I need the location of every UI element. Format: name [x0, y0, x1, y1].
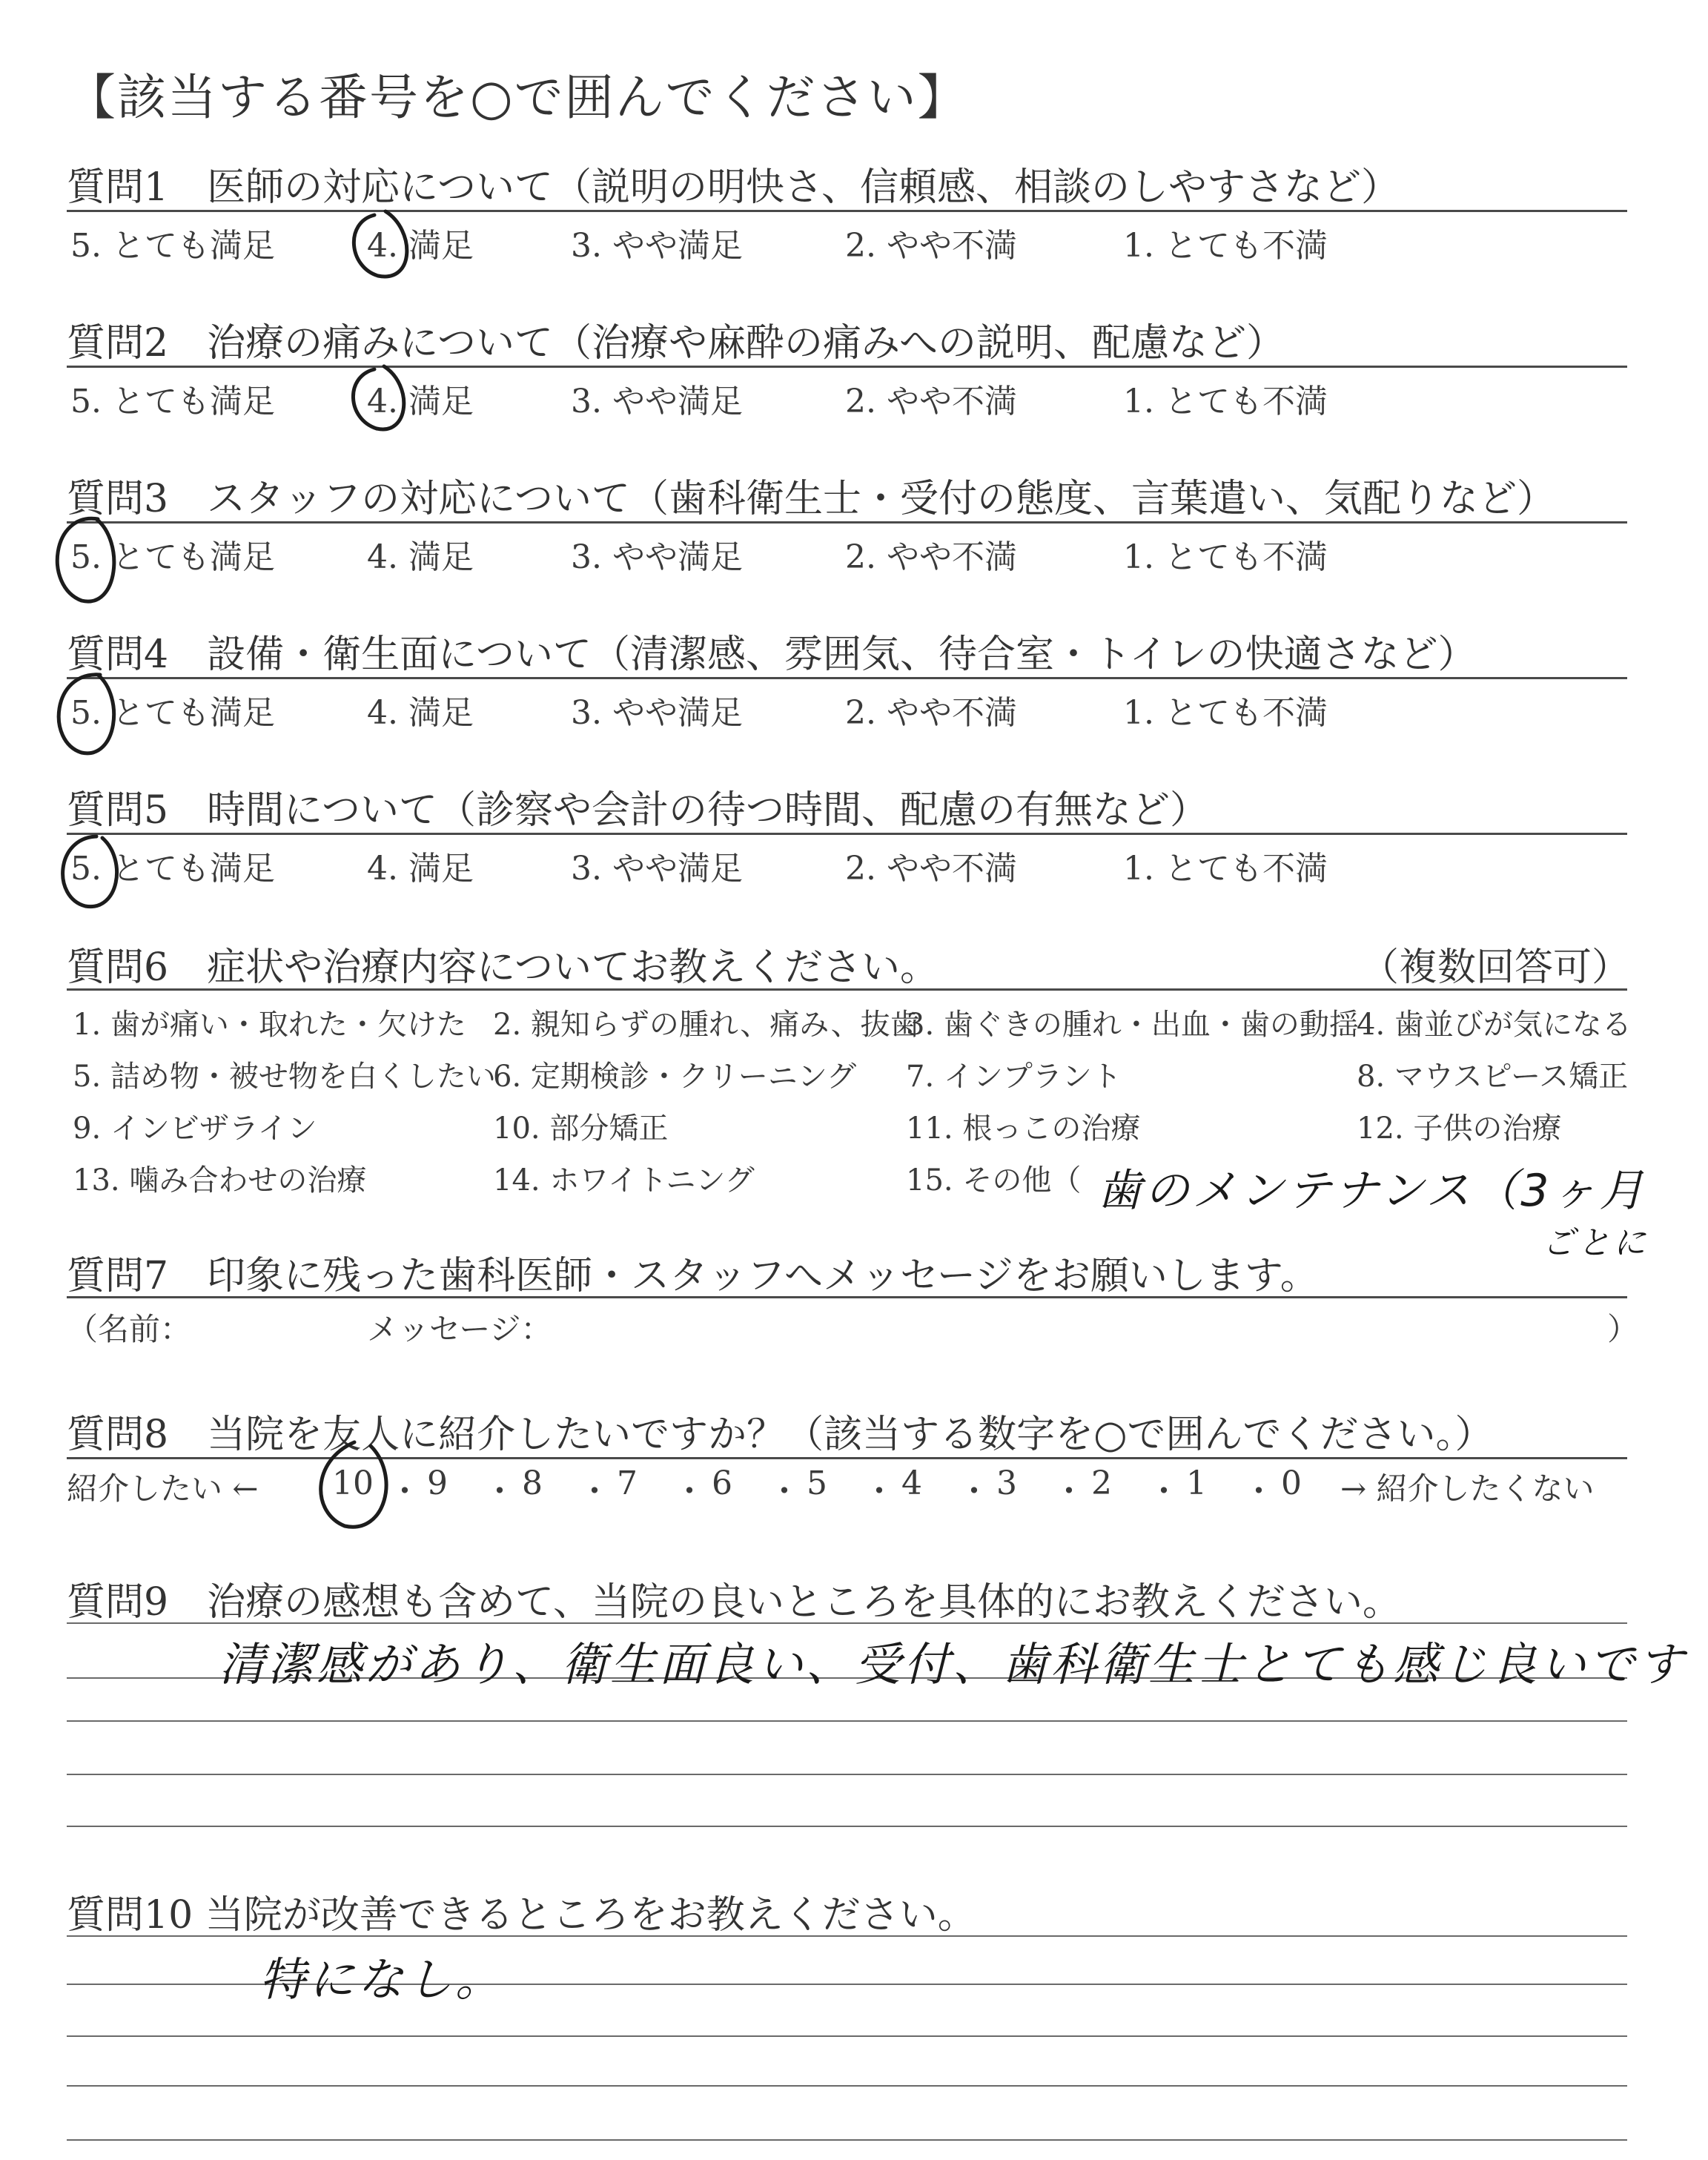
- q8-scale-separator: ・: [483, 1473, 516, 1510]
- q8-scale-separator: ・: [958, 1473, 990, 1510]
- q8-title: 質問8 当院を友人に紹介したいですか？（該当する数字を○で囲んでください。）: [67, 1413, 1494, 1457]
- q8-scale-1[interactable]: 1: [1186, 1464, 1207, 1502]
- q10-line-5: [67, 2139, 1627, 2141]
- q9-line-5: [67, 1826, 1627, 1827]
- q9-line-4: [67, 1774, 1627, 1775]
- q4-title: 質問4 設備・衛生面について（清潔感、雰囲気、待合室・トイレの快適さなど）: [67, 633, 1477, 677]
- q10-line-4: [67, 2085, 1627, 2087]
- q10-line-3: [67, 2035, 1627, 2037]
- q6-option-14[interactable]: 14. ホワイトニング: [493, 1163, 755, 1198]
- q10-title: 質問10 当院が改善できるところをお教えください。: [67, 1893, 976, 1938]
- q8-scale-separator: ・: [1148, 1473, 1180, 1510]
- q3-option-1[interactable]: 1. とても不満: [1123, 538, 1328, 576]
- q4-option-2[interactable]: 2. やや不満: [845, 694, 1017, 732]
- q7-rule: [67, 1296, 1627, 1298]
- q2-title: 質問2 治療の痛みについて（治療や麻酔の痛みへの説明、配慮など）: [67, 321, 1285, 366]
- q9-title: 質問9 治療の感想も含めて、当院の良いところを具体的にお教えください。: [67, 1580, 1402, 1625]
- q8-scale-3[interactable]: 3: [996, 1464, 1017, 1502]
- q6-option-1[interactable]: 1. 歯が痛い・取れた・欠けた: [73, 1008, 466, 1042]
- q6-option-4[interactable]: 4. 歯並びが気になる: [1357, 1008, 1632, 1042]
- q4-option-3[interactable]: 3. やや満足: [571, 694, 743, 732]
- q7-title: 質問7 印象に残った歯科医師・スタッフへメッセージをお願いします。: [67, 1254, 1319, 1298]
- q6-other-answer: 歯のメンテナンス（3ヶ月: [1097, 1165, 1647, 1217]
- q8-scale-8[interactable]: 8: [522, 1464, 543, 1502]
- q3-title: 質問3 スタッフの対応について（歯科衛生士・受付の態度、言葉遣い、気配りなど）: [67, 477, 1556, 521]
- q3-rule: [67, 521, 1627, 524]
- q8-scale-separator: ・: [388, 1473, 421, 1510]
- q6-option-12[interactable]: 12. 子供の治療: [1357, 1112, 1562, 1146]
- q8-scale-separator: ・: [578, 1473, 611, 1510]
- q3-option-3[interactable]: 3. やや満足: [571, 538, 743, 576]
- q6-option-15[interactable]: 15. その他（: [906, 1163, 1082, 1198]
- q6-title: 質問6 症状や治療内容についてお教えください。: [67, 945, 939, 990]
- q1-rule: [67, 210, 1627, 212]
- q8-scale-6[interactable]: 6: [712, 1464, 732, 1502]
- q5-option-1[interactable]: 1. とても不満: [1123, 850, 1328, 888]
- q6-option-7[interactable]: 7. インプラント: [906, 1060, 1122, 1094]
- q8-scale-separator: ・: [673, 1473, 706, 1510]
- q8-left-label: 紹介したい ←: [67, 1470, 259, 1507]
- form-header: 【該当する番号を○で囲んでください】: [67, 69, 968, 126]
- q1-option-3[interactable]: 3. やや満足: [571, 227, 743, 265]
- q5-option-4[interactable]: 4. 満足: [367, 850, 474, 888]
- q6-note: （複数回答可）: [1360, 945, 1631, 990]
- q8-scale-separator: ・: [1242, 1473, 1275, 1510]
- q1-option-1[interactable]: 1. とても不満: [1123, 227, 1328, 265]
- q3-option-4[interactable]: 4. 満足: [367, 538, 474, 576]
- q3-option-2[interactable]: 2. やや不満: [845, 538, 1017, 576]
- q5-title: 質問5 時間について（診察や会計の待つ時間、配慮の有無など）: [67, 788, 1209, 833]
- q6-option-2[interactable]: 2. 親知らずの腫れ、痛み、抜歯: [493, 1008, 920, 1042]
- q8-rule: [67, 1457, 1627, 1459]
- q8-scale-9[interactable]: 9: [427, 1464, 448, 1502]
- q6-option-3[interactable]: 3. 歯ぐきの腫れ・出血・歯の動揺: [906, 1008, 1359, 1042]
- q7-name-label: （名前：: [67, 1311, 192, 1347]
- q1-option-2[interactable]: 2. やや不満: [845, 227, 1017, 265]
- q6-rule: [67, 988, 1627, 991]
- q5-option-2[interactable]: 2. やや不満: [845, 850, 1017, 888]
- q4-option-5[interactable]: 5. とても満足: [70, 694, 275, 732]
- q2-option-4[interactable]: 4. 満足: [367, 383, 474, 420]
- q6-option-8[interactable]: 8. マウスピース矯正: [1357, 1060, 1629, 1094]
- q6-option-6[interactable]: 6. 定期検診・クリーニング: [493, 1060, 857, 1094]
- q4-option-1[interactable]: 1. とても不満: [1123, 694, 1328, 732]
- q5-option-3[interactable]: 3. やや満足: [571, 850, 743, 888]
- q6-option-13[interactable]: 13. 噛み合わせの治療: [73, 1163, 367, 1198]
- q6-other-answer-2: ごとに: [1542, 1224, 1649, 1262]
- q8-scale-0[interactable]: 0: [1281, 1464, 1302, 1502]
- q8-scale-4[interactable]: 4: [901, 1464, 922, 1502]
- q10-line-1: [67, 1935, 1627, 1937]
- q7-close-paren: ）: [1607, 1311, 1639, 1347]
- q10-answer: 特になし。: [259, 1952, 505, 2007]
- q6-option-10[interactable]: 10. 部分矯正: [493, 1112, 669, 1146]
- q2-option-1[interactable]: 1. とても不満: [1123, 383, 1328, 420]
- q9-line-3: [67, 1720, 1627, 1722]
- q8-scale-2[interactable]: 2: [1091, 1464, 1112, 1502]
- q8-scale-separator: ・: [768, 1473, 801, 1510]
- q4-rule: [67, 677, 1627, 679]
- q8-scale-separator: ・: [1053, 1473, 1085, 1510]
- q2-option-2[interactable]: 2. やや不満: [845, 383, 1017, 420]
- q9-answer: 清潔感があり、衛生面良い、受付、歯科衛生士とても感じ良いです: [219, 1637, 1687, 1691]
- q5-rule: [67, 833, 1627, 835]
- q3-option-5[interactable]: 5. とても満足: [70, 538, 275, 576]
- q8-scale-5[interactable]: 5: [807, 1464, 827, 1502]
- q6-option-11[interactable]: 11. 根っこの治療: [906, 1112, 1141, 1146]
- q6-option-9[interactable]: 9. インビザライン: [73, 1112, 317, 1146]
- q1-title: 質問1 医師の対応について（説明の明快さ、信頼感、相談のしやすさなど）: [67, 165, 1400, 210]
- q5-option-5[interactable]: 5. とても満足: [70, 850, 275, 888]
- q1-option-4[interactable]: 4. 満足: [367, 227, 474, 265]
- q8-scale-7[interactable]: 7: [617, 1464, 638, 1502]
- q1-option-5[interactable]: 5. とても満足: [70, 227, 275, 265]
- q2-rule: [67, 366, 1627, 368]
- q2-option-3[interactable]: 3. やや満足: [571, 383, 743, 420]
- q6-option-5[interactable]: 5. 詰め物・被せ物を白くしたい: [73, 1060, 496, 1094]
- q8-scale-separator: ・: [863, 1473, 896, 1510]
- q4-option-4[interactable]: 4. 満足: [367, 694, 474, 732]
- q7-message-label: メッセージ：: [367, 1311, 552, 1347]
- q8-right-label: → 紹介したくない: [1340, 1470, 1595, 1507]
- q2-option-5[interactable]: 5. とても満足: [70, 383, 275, 420]
- q9-line-1: [67, 1622, 1627, 1624]
- q8-scale-10[interactable]: 10: [332, 1464, 374, 1502]
